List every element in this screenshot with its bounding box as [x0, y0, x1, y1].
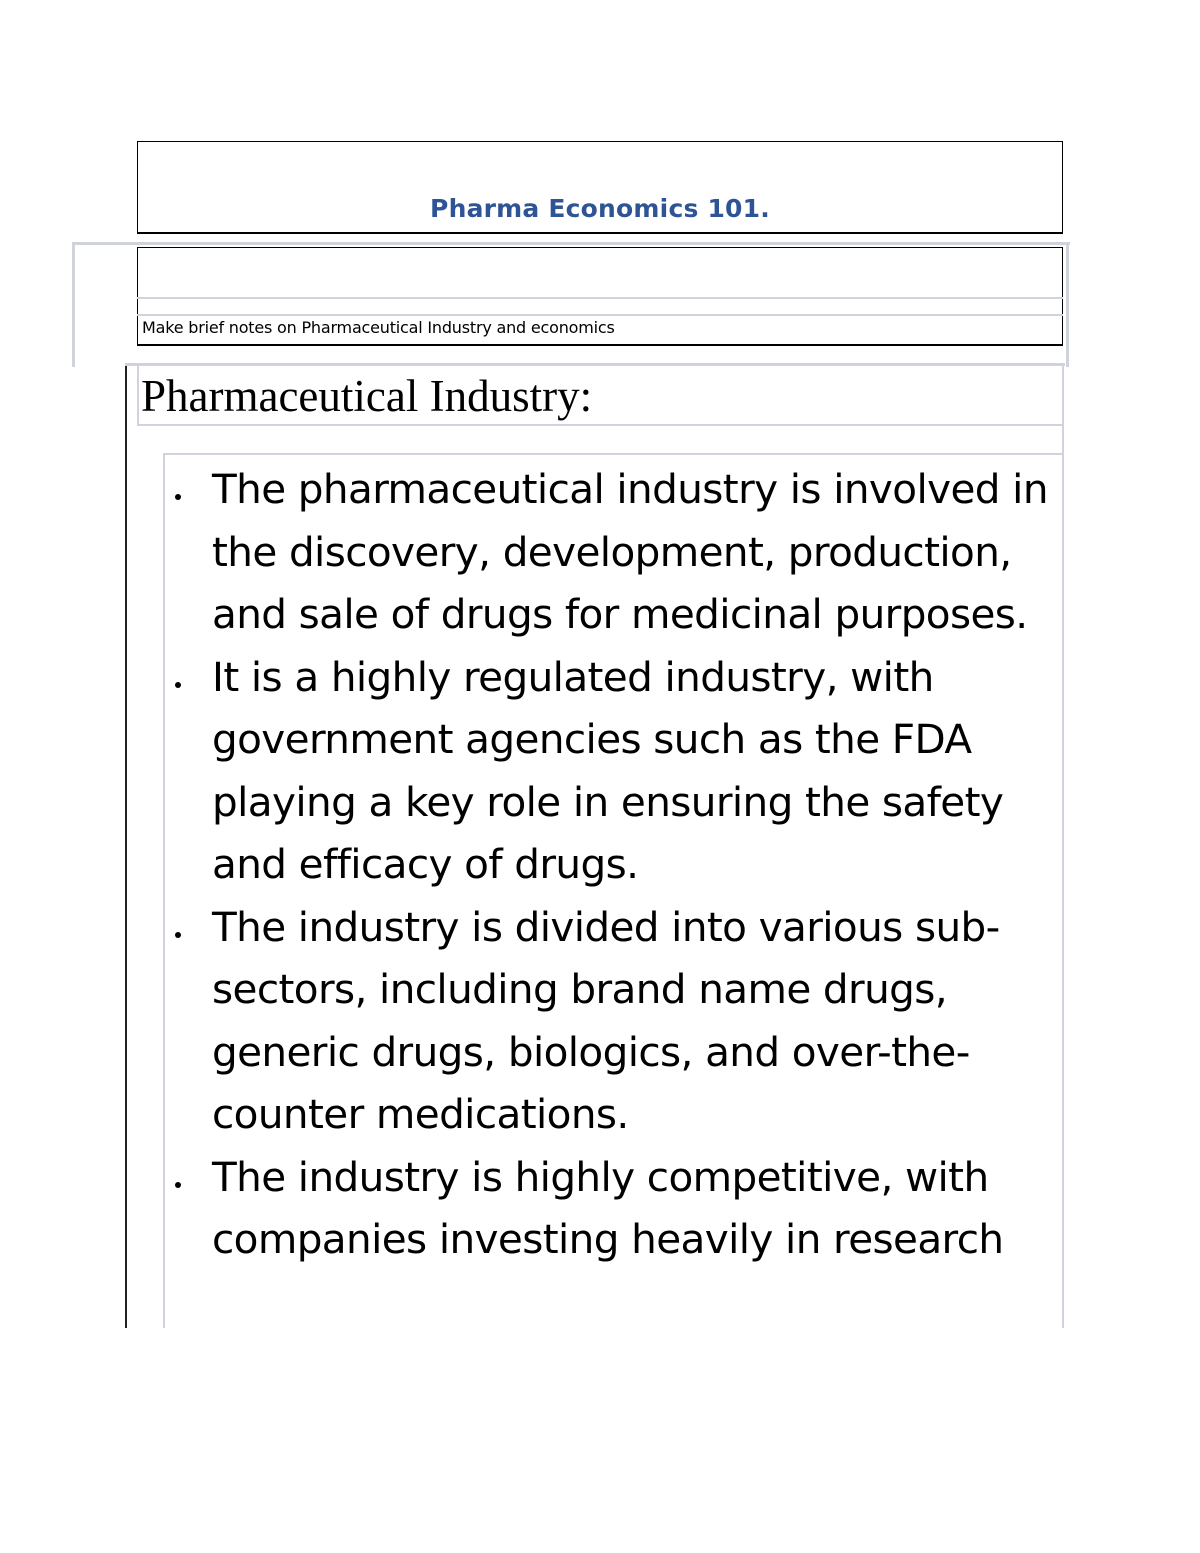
section-heading: Pharmaceutical Industry: [141, 371, 593, 421]
frame-divider [137, 297, 1063, 299]
page-margin [0, 1328, 1200, 1553]
page-title: Pharma Economics 101. [430, 194, 770, 223]
frame-divider [1066, 242, 1069, 367]
frame-divider [1062, 366, 1064, 1328]
list-item [168, 1146, 1048, 1271]
list-item [168, 646, 1048, 896]
bullet-list [168, 458, 1048, 1271]
frame-divider [125, 366, 127, 1328]
list-item-text: The industry is divided into various sub-sectors, including brand name drugs, generic drugs, biologics, and over-the-counter medications. [212, 902, 1000, 1138]
list-item [168, 458, 1048, 646]
list-item-text: The pharmaceutical industry is involved in the discovery, development, production, and sale of drugs for medicinal purposes. [212, 465, 1048, 638]
frame-divider [72, 242, 1070, 245]
list-item-text: It is a highly regulated industry, with government agencies such as the FDA playing a key role in ensuring the safety and efficacy of drugs. [212, 652, 1004, 888]
bullet-icon [175, 682, 181, 688]
frame-divider [72, 242, 75, 367]
instruction-text: Make brief notes on Pharmaceutical Industry and economics [142, 318, 615, 337]
frame-divider [137, 314, 1063, 316]
list-item [168, 896, 1048, 1146]
list-item-text: The industry is highly competitive, with companies investing heavily in research [212, 1152, 1004, 1263]
bullet-icon [175, 932, 181, 938]
bullet-icon [175, 494, 181, 500]
bullet-icon [175, 1182, 181, 1188]
title-box [137, 141, 1063, 234]
